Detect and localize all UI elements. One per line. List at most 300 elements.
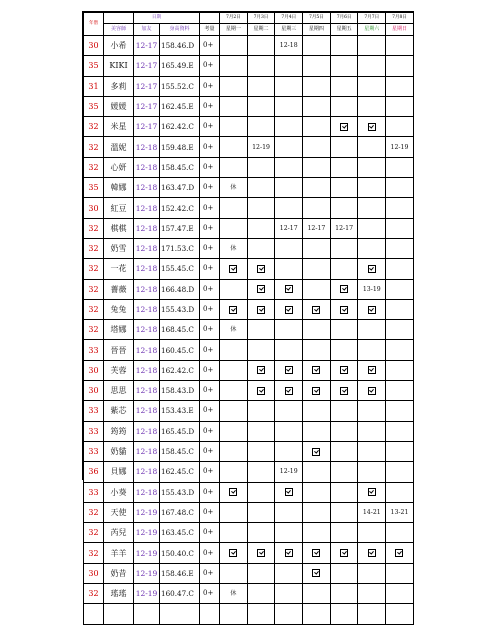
schedule-cell [386, 563, 414, 583]
schedule-cell [303, 604, 331, 624]
level-cell: 32 [84, 117, 104, 137]
schedule-cell [275, 76, 303, 96]
schedule-cell: 13-21 [386, 502, 414, 522]
schedule-cell [275, 117, 303, 137]
name-cell: 小葵 [104, 482, 134, 502]
schedule-cell [330, 462, 358, 482]
schedule-cell [247, 76, 275, 96]
schedule-cell [247, 523, 275, 543]
schedule-cell [330, 543, 358, 563]
schedule-cell [247, 381, 275, 401]
level-cell: 36 [84, 462, 104, 482]
level-cell: 32 [84, 502, 104, 522]
schedule-cell [330, 502, 358, 522]
date-cell: 12-18 [134, 360, 160, 380]
schedule-cell [247, 157, 275, 177]
checkbox-icon [285, 488, 293, 496]
schedule-cell [275, 401, 303, 421]
header-weekday: 星期六 [358, 24, 386, 36]
header-info: 身高資料 [160, 24, 200, 36]
date-cell: 12-18 [134, 137, 160, 157]
schedule-cell [275, 563, 303, 583]
date-cell: 12-18 [134, 299, 160, 319]
schedule-cell [220, 137, 248, 157]
schedule-cell [303, 96, 331, 116]
schedule-cell [330, 96, 358, 116]
table-row [84, 76, 414, 96]
schedule-cell [247, 360, 275, 380]
schedule-cell [275, 584, 303, 604]
level-cell: 35 [84, 178, 104, 198]
schedule-cell [358, 157, 386, 177]
header-blank-2 [200, 13, 220, 24]
checkbox-icon [229, 488, 237, 496]
date-cell: 12-17 [134, 117, 160, 137]
schedule-cell [275, 299, 303, 319]
info-cell: 153.43.E [160, 401, 200, 421]
level-cell: 32 [84, 137, 104, 157]
schedule-cell [275, 56, 303, 76]
schedule-cell [275, 238, 303, 258]
schedule-cell [220, 523, 248, 543]
schedule-cell [386, 523, 414, 543]
schedule-cell [275, 178, 303, 198]
header-day-date: 7月7日 [358, 13, 386, 24]
schedule-cell [247, 279, 275, 299]
schedule-cell [358, 421, 386, 441]
info-cell: 168.45.C [160, 320, 200, 340]
schedule-cell [386, 299, 414, 319]
schedule-cell [358, 178, 386, 198]
schedule-cell [386, 340, 414, 360]
name-cell: 奶貓 [104, 441, 134, 461]
grade-cell: 0+ [200, 96, 220, 116]
date-cell: 12-19 [134, 543, 160, 563]
table-row [84, 198, 414, 218]
schedule-cell [386, 604, 414, 624]
schedule-cell [220, 563, 248, 583]
schedule-cell [303, 36, 331, 56]
header-name: 美容師 [104, 24, 134, 36]
info-cell: 158.45.C [160, 441, 200, 461]
checkbox-icon [257, 265, 265, 273]
checkbox-icon [368, 488, 376, 496]
info-cell: 155.43.D [160, 482, 200, 502]
schedule-cell [275, 360, 303, 380]
schedule-cell [247, 117, 275, 137]
schedule-cell [220, 441, 248, 461]
level-cell: 33 [84, 482, 104, 502]
name-cell: 紫芯 [104, 401, 134, 421]
checkbox-icon [257, 549, 265, 557]
schedule-cell [386, 421, 414, 441]
schedule-cell [220, 299, 248, 319]
schedule-cell [247, 340, 275, 360]
schedule-cell [358, 36, 386, 56]
name-cell: 奶昔 [104, 563, 134, 583]
schedule-cell [358, 198, 386, 218]
level-cell: 32 [84, 299, 104, 319]
schedule-cell [303, 56, 331, 76]
grade-cell: 0+ [200, 299, 220, 319]
schedule-cell [220, 604, 248, 624]
level-cell: 33 [84, 340, 104, 360]
name-cell: 芮兒 [104, 523, 134, 543]
schedule-cell [247, 462, 275, 482]
checkbox-icon [340, 285, 348, 293]
schedule-cell [303, 441, 331, 461]
info-cell: 155.52.C [160, 76, 200, 96]
grade-cell: 0+ [200, 157, 220, 177]
schedule-cell [330, 238, 358, 258]
schedule-cell [303, 563, 331, 583]
grade-cell: 0+ [200, 441, 220, 461]
grade-cell: 0+ [200, 543, 220, 563]
checkbox-icon [257, 285, 265, 293]
schedule-cell [275, 137, 303, 157]
level-cell: 32 [84, 218, 104, 238]
level-cell: 30 [84, 563, 104, 583]
schedule-cell [303, 401, 331, 421]
schedule-cell [358, 299, 386, 319]
table-row [84, 96, 414, 116]
schedule-cell [330, 421, 358, 441]
date-cell: 12-19 [134, 523, 160, 543]
checkbox-icon [368, 387, 376, 395]
schedule-cell [330, 523, 358, 543]
table-row [84, 157, 414, 177]
schedule-cell [247, 299, 275, 319]
level-cell: 30 [84, 360, 104, 380]
schedule-cell [330, 320, 358, 340]
schedule-cell [386, 157, 414, 177]
info-cell: 159.48.E [160, 137, 200, 157]
name-cell: 瑤瑤 [104, 584, 134, 604]
schedule-cell [358, 56, 386, 76]
name-cell: 塔娜 [104, 320, 134, 340]
info-cell: 162.42.C [160, 117, 200, 137]
name-cell: 筠筠 [104, 421, 134, 441]
info-cell: 150.40.C [160, 543, 200, 563]
schedule-cell [303, 421, 331, 441]
schedule-cell [303, 157, 331, 177]
date-cell: 12-17 [134, 56, 160, 76]
table-row [84, 401, 414, 421]
schedule-cell [358, 441, 386, 461]
schedule-cell [275, 320, 303, 340]
roster-body [84, 36, 414, 625]
grade-cell: 0+ [200, 401, 220, 421]
date-cell: 12-18 [134, 178, 160, 198]
schedule-cell [303, 523, 331, 543]
schedule-cell [220, 340, 248, 360]
schedule-cell [247, 36, 275, 56]
schedule-cell [303, 543, 331, 563]
table-row [84, 117, 414, 137]
schedule-cell [386, 178, 414, 198]
schedule-cell [275, 96, 303, 116]
schedule-cell [220, 381, 248, 401]
info-cell: 160.45.C [160, 340, 200, 360]
info-cell: 162.42.C [160, 360, 200, 380]
table-row [84, 502, 414, 522]
header-date: 加友 [134, 24, 160, 36]
checkbox-icon [340, 549, 348, 557]
grade-cell: 0+ [200, 482, 220, 502]
schedule-cell [386, 543, 414, 563]
header-weekday: 星期二 [247, 24, 275, 36]
schedule-cell: 12-19 [275, 462, 303, 482]
name-cell: 思思 [104, 381, 134, 401]
schedule-cell [303, 279, 331, 299]
header-weekday: 星期五 [330, 24, 358, 36]
checkbox-icon [285, 387, 293, 395]
grade-cell: 0+ [200, 523, 220, 543]
header-day-date: 7月2日 [220, 13, 248, 24]
name-cell: 米星 [104, 117, 134, 137]
date-cell: 12-19 [134, 563, 160, 583]
schedule-cell [303, 360, 331, 380]
checkbox-icon [368, 306, 376, 314]
info-cell: 157.47.E [160, 218, 200, 238]
schedule-cell [330, 76, 358, 96]
checkbox-icon [257, 387, 265, 395]
grade-cell: 0+ [200, 178, 220, 198]
schedule-cell [358, 137, 386, 157]
schedule-cell [303, 299, 331, 319]
schedule-cell [247, 178, 275, 198]
header-day-date: 7月4日 [275, 13, 303, 24]
table-row [84, 137, 414, 157]
schedule-cell [275, 259, 303, 279]
schedule-cell [330, 36, 358, 56]
schedule-cell [358, 482, 386, 502]
level-cell: 32 [84, 238, 104, 258]
date-cell: 12-19 [134, 584, 160, 604]
table-row [84, 320, 414, 340]
info-cell: 167.48.C [160, 502, 200, 522]
grade-cell: 0+ [200, 421, 220, 441]
schedule-cell [386, 36, 414, 56]
checkbox-icon [285, 366, 293, 374]
table-row [84, 441, 414, 461]
schedule-cell [330, 117, 358, 137]
checkbox-icon [312, 549, 320, 557]
grade-cell: 0+ [200, 320, 220, 340]
info-cell: 166.48.D [160, 279, 200, 299]
name-cell: 韓娜 [104, 178, 134, 198]
grade-cell: 0+ [200, 137, 220, 157]
grade-cell: 0+ [200, 259, 220, 279]
schedule-cell [303, 178, 331, 198]
level-cell: 32 [84, 320, 104, 340]
checkbox-icon [285, 549, 293, 557]
header-row-dates [84, 13, 414, 24]
schedule-cell [358, 401, 386, 421]
schedule-cell [386, 117, 414, 137]
schedule-cell: 休 [220, 238, 248, 258]
schedule-cell [303, 76, 331, 96]
grade-cell: 0+ [200, 340, 220, 360]
schedule-cell [275, 604, 303, 624]
date-cell: 12-18 [134, 421, 160, 441]
schedule-cell: 12-17 [330, 218, 358, 238]
schedule-cell [330, 157, 358, 177]
schedule-cell [303, 117, 331, 137]
schedule-cell: 12-18 [275, 36, 303, 56]
header-date-title: 日期 [134, 13, 200, 24]
checkbox-icon [312, 306, 320, 314]
header-level: 年僧 [84, 13, 104, 36]
schedule-cell [275, 482, 303, 502]
schedule-cell: 休 [220, 584, 248, 604]
schedule-cell [220, 421, 248, 441]
checkbox-icon [229, 306, 237, 314]
schedule-cell [303, 340, 331, 360]
checkbox-icon [368, 265, 376, 273]
level-cell: 32 [84, 259, 104, 279]
schedule-cell [330, 482, 358, 502]
name-cell: 心妍 [104, 157, 134, 177]
checkbox-icon [312, 366, 320, 374]
checkbox-icon [340, 366, 348, 374]
name-cell: 棋棋 [104, 218, 134, 238]
grade-cell: 0+ [200, 584, 220, 604]
level-cell: 33 [84, 441, 104, 461]
date-cell: 12-18 [134, 198, 160, 218]
grade-cell: 0+ [200, 218, 220, 238]
table-row [84, 604, 414, 624]
table-row [84, 523, 414, 543]
checkbox-icon [340, 123, 348, 131]
schedule-cell [247, 421, 275, 441]
schedule-cell [247, 198, 275, 218]
date-cell: 12-18 [134, 157, 160, 177]
name-cell: 芙蓉 [104, 360, 134, 380]
schedule-cell [386, 198, 414, 218]
grade-cell: 0+ [200, 279, 220, 299]
schedule-cell [358, 360, 386, 380]
checkbox-icon [312, 569, 320, 577]
schedule-cell [220, 279, 248, 299]
schedule-cell [247, 96, 275, 116]
grade-cell: 0+ [200, 56, 220, 76]
schedule-cell [330, 178, 358, 198]
header-day-date: 7月5日 [303, 13, 331, 24]
level-cell: 30 [84, 381, 104, 401]
grade-cell: 0+ [200, 381, 220, 401]
checkbox-icon [368, 366, 376, 374]
schedule-cell [358, 76, 386, 96]
grade-cell [200, 604, 220, 624]
checkbox-icon [285, 285, 293, 293]
schedule-cell [303, 462, 331, 482]
name-cell [104, 604, 134, 624]
name-cell: 紅豆 [104, 198, 134, 218]
schedule-cell: 12-19 [247, 137, 275, 157]
schedule-cell [358, 563, 386, 583]
date-cell: 12-18 [134, 381, 160, 401]
schedule-cell [358, 462, 386, 482]
checkbox-icon [368, 549, 376, 557]
level-cell: 32 [84, 543, 104, 563]
schedule-cell [330, 259, 358, 279]
schedule-cell: 12-17 [275, 218, 303, 238]
grade-cell: 0+ [200, 117, 220, 137]
info-cell: 158.43.D [160, 381, 200, 401]
table-row [84, 482, 414, 502]
header-day-date: 7月3日 [247, 13, 275, 24]
name-cell: 羊羊 [104, 543, 134, 563]
level-cell: 32 [84, 523, 104, 543]
grade-cell: 0+ [200, 462, 220, 482]
level-cell: 33 [84, 401, 104, 421]
schedule-cell [358, 320, 386, 340]
schedule-cell [220, 218, 248, 238]
info-cell [160, 604, 200, 624]
schedule-cell [386, 96, 414, 116]
schedule-cell [358, 117, 386, 137]
schedule-cell [358, 238, 386, 258]
level-cell: 32 [84, 157, 104, 177]
checkbox-icon [395, 549, 403, 557]
schedule-cell [386, 218, 414, 238]
table-row [84, 360, 414, 380]
info-cell: 158.45.C [160, 157, 200, 177]
schedule-cell [220, 36, 248, 56]
name-cell: 溫妮 [104, 137, 134, 157]
schedule-cell [358, 340, 386, 360]
schedule-cell [386, 360, 414, 380]
date-cell: 12-18 [134, 462, 160, 482]
schedule-cell [275, 421, 303, 441]
schedule-cell: 休 [220, 320, 248, 340]
roster-table [83, 12, 414, 625]
table-row [84, 563, 414, 583]
schedule-cell [386, 259, 414, 279]
header-weekday: 星期日 [386, 24, 414, 36]
name-cell: 貝娜 [104, 462, 134, 482]
schedule-cell [303, 137, 331, 157]
schedule-cell [358, 381, 386, 401]
checkbox-icon [257, 306, 265, 314]
schedule-cell [303, 502, 331, 522]
name-cell: 薔薇 [104, 279, 134, 299]
schedule-cell [330, 441, 358, 461]
info-cell: 160.47.C [160, 584, 200, 604]
schedule-cell [303, 198, 331, 218]
schedule-cell [220, 543, 248, 563]
info-cell: 155.43.D [160, 299, 200, 319]
schedule-cell: 13-19 [358, 279, 386, 299]
table-row [84, 218, 414, 238]
table-row [84, 381, 414, 401]
table-row [84, 56, 414, 76]
table-row [84, 462, 414, 482]
checkbox-icon [229, 549, 237, 557]
checkbox-icon [257, 366, 265, 374]
checkbox-icon [340, 306, 348, 314]
schedule-cell [330, 299, 358, 319]
schedule-cell [330, 137, 358, 157]
schedule-cell [330, 401, 358, 421]
schedule-cell [386, 238, 414, 258]
schedule-cell [386, 76, 414, 96]
date-cell: 12-19 [134, 502, 160, 522]
schedule-cell [247, 259, 275, 279]
schedule-cell [330, 381, 358, 401]
level-cell: 30 [84, 36, 104, 56]
